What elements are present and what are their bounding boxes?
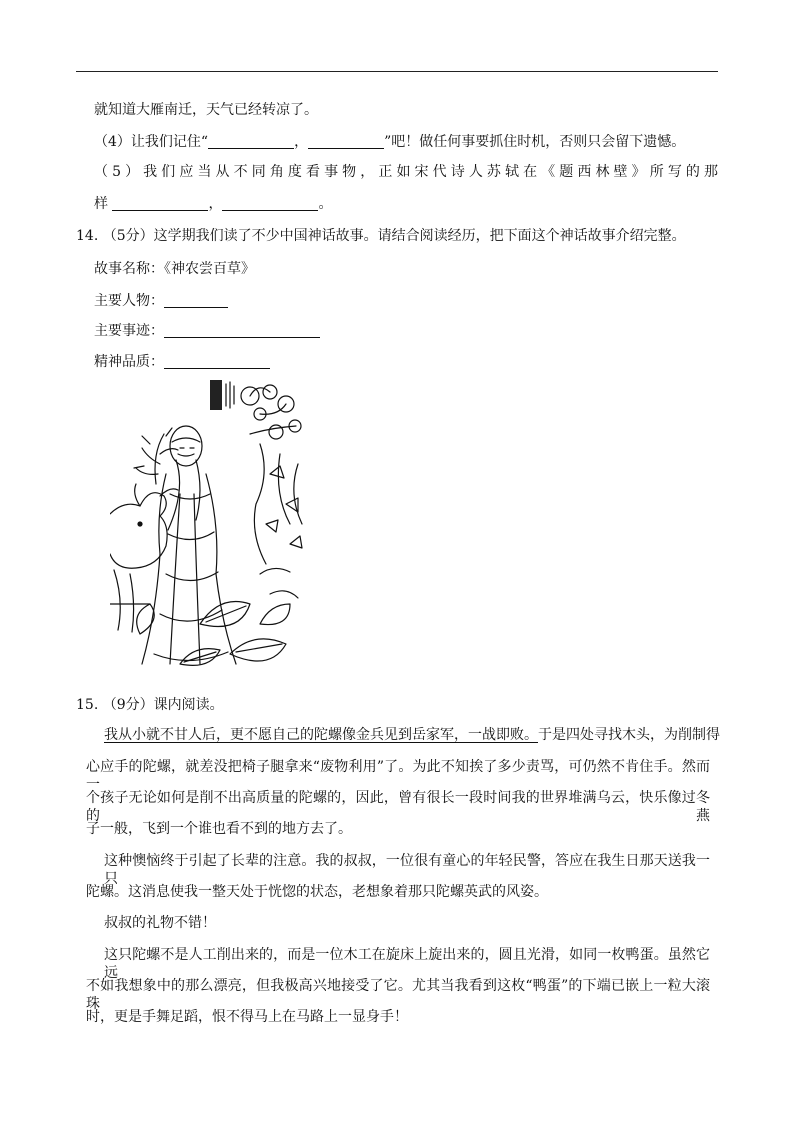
q13-item5-line2 (94, 195, 332, 213)
q14-story-name (94, 260, 255, 278)
q13-item5-end: 。 (318, 196, 333, 212)
q14-character (94, 292, 228, 310)
q14-character-label: 主要人物： (94, 293, 164, 309)
q13-item4-suffix: ”吧！做任何事要抓住时机，否则只会留下遗憾。 (384, 134, 686, 150)
q14-story-name-value: 《神农尝百草》 (164, 261, 255, 277)
q15-p1-line2: 心应手的陀螺，就差没把椅子腿拿来“废物利用”了。为此不知挨了多少责骂，可仍然不肯住手。然而一 (86, 759, 710, 793)
q15-p2-line1: 这种懊恼终于引起了长辈的注意。我的叔叔，一位很有童心的年轻民警，答应在我生日那天送我一只 (104, 853, 710, 887)
q15-p1-rest: 于是四处寻找木头，为削制得 (538, 727, 720, 743)
shennong-illustration-icon (110, 374, 310, 684)
header-rule (76, 71, 718, 72)
q15-underlined-sentence: 我从小就不甘人后，更不愿自己的陀螺像金兵见到岳家军，一战即败。 (104, 727, 538, 743)
q15-p1-line1 (104, 726, 720, 744)
q13-autumn-line: 就知道大雁南迁，天气已经转凉了。 (94, 102, 318, 118)
q14-spirit (94, 353, 270, 371)
q14-deeds (94, 322, 320, 340)
q14-spirit-blank[interactable] (164, 354, 270, 369)
q15-p3: 叔叔的礼物不错！ (104, 915, 216, 931)
q13-item5-line1: （5）我们应当从不同角度看事物，正如宋代诗人苏轼在《题西林壁》所写的那 (94, 164, 718, 180)
q14-prompt-line (76, 227, 686, 245)
q14-number: 14. (76, 228, 99, 244)
q14-prompt: （5分）这学期我们读了不少中国神话故事。请结合阅读经历，把下面这个神话故事介绍完整。 (102, 228, 686, 244)
q15-prompt-line (76, 696, 224, 714)
q14-story-name-label: 故事名称： (94, 261, 164, 277)
q15-prompt: （9分）课内阅读。 (102, 697, 224, 713)
q13-item4-prefix: （4）让我们记住“ (94, 134, 209, 150)
q14-deeds-label: 主要事迹： (94, 323, 164, 339)
q15-number: 15. (76, 697, 99, 713)
q13-item4-blank-2[interactable] (308, 134, 384, 149)
q14-character-blank[interactable] (164, 293, 228, 308)
q14-spirit-label: 精神品质： (94, 354, 164, 370)
q13-item5-blank-2[interactable] (222, 196, 318, 211)
q13-item5-comma: ， (208, 196, 223, 212)
q13-item5-prefix: 样 (94, 196, 108, 212)
q14-deeds-blank[interactable] (164, 323, 320, 338)
q15-p4-line2: 不如我想象中的那么漂亮，但我极高兴地接受了它。尤其当我看到这枚“鸭蛋”的下端已嵌上一粒大滚珠 (86, 978, 710, 1012)
q15-p4-line1: 这只陀螺不是人工削出来的，而是一位木工在旋床上旋出来的，圆且光滑，如同一枚鸭蛋。虽然它远 (104, 947, 710, 981)
q15-p4-line3: 时，更是手舞足蹈，恨不得马上在马路上一显身手！ (86, 1009, 408, 1025)
q13-item4-blank-1[interactable] (208, 134, 294, 149)
q15-p2-line2: 陀螺。这消息使我一整天处于恍惚的状态，老想象着那只陀螺英武的风姿。 (86, 884, 548, 900)
q13-item5-blank-1[interactable] (112, 196, 208, 211)
q13-item4 (94, 133, 685, 151)
q15-p1-line4: 子一般，飞到一个谁也看不到的地方去了。 (86, 821, 352, 837)
q15-p1-line3: 个孩子无论如何是削不出高质量的陀螺的，因此，曾有很长一段时间我的世界堆满乌云，快乐像过冬的燕 (86, 790, 710, 824)
q13-item4-comma: ， (294, 134, 309, 150)
